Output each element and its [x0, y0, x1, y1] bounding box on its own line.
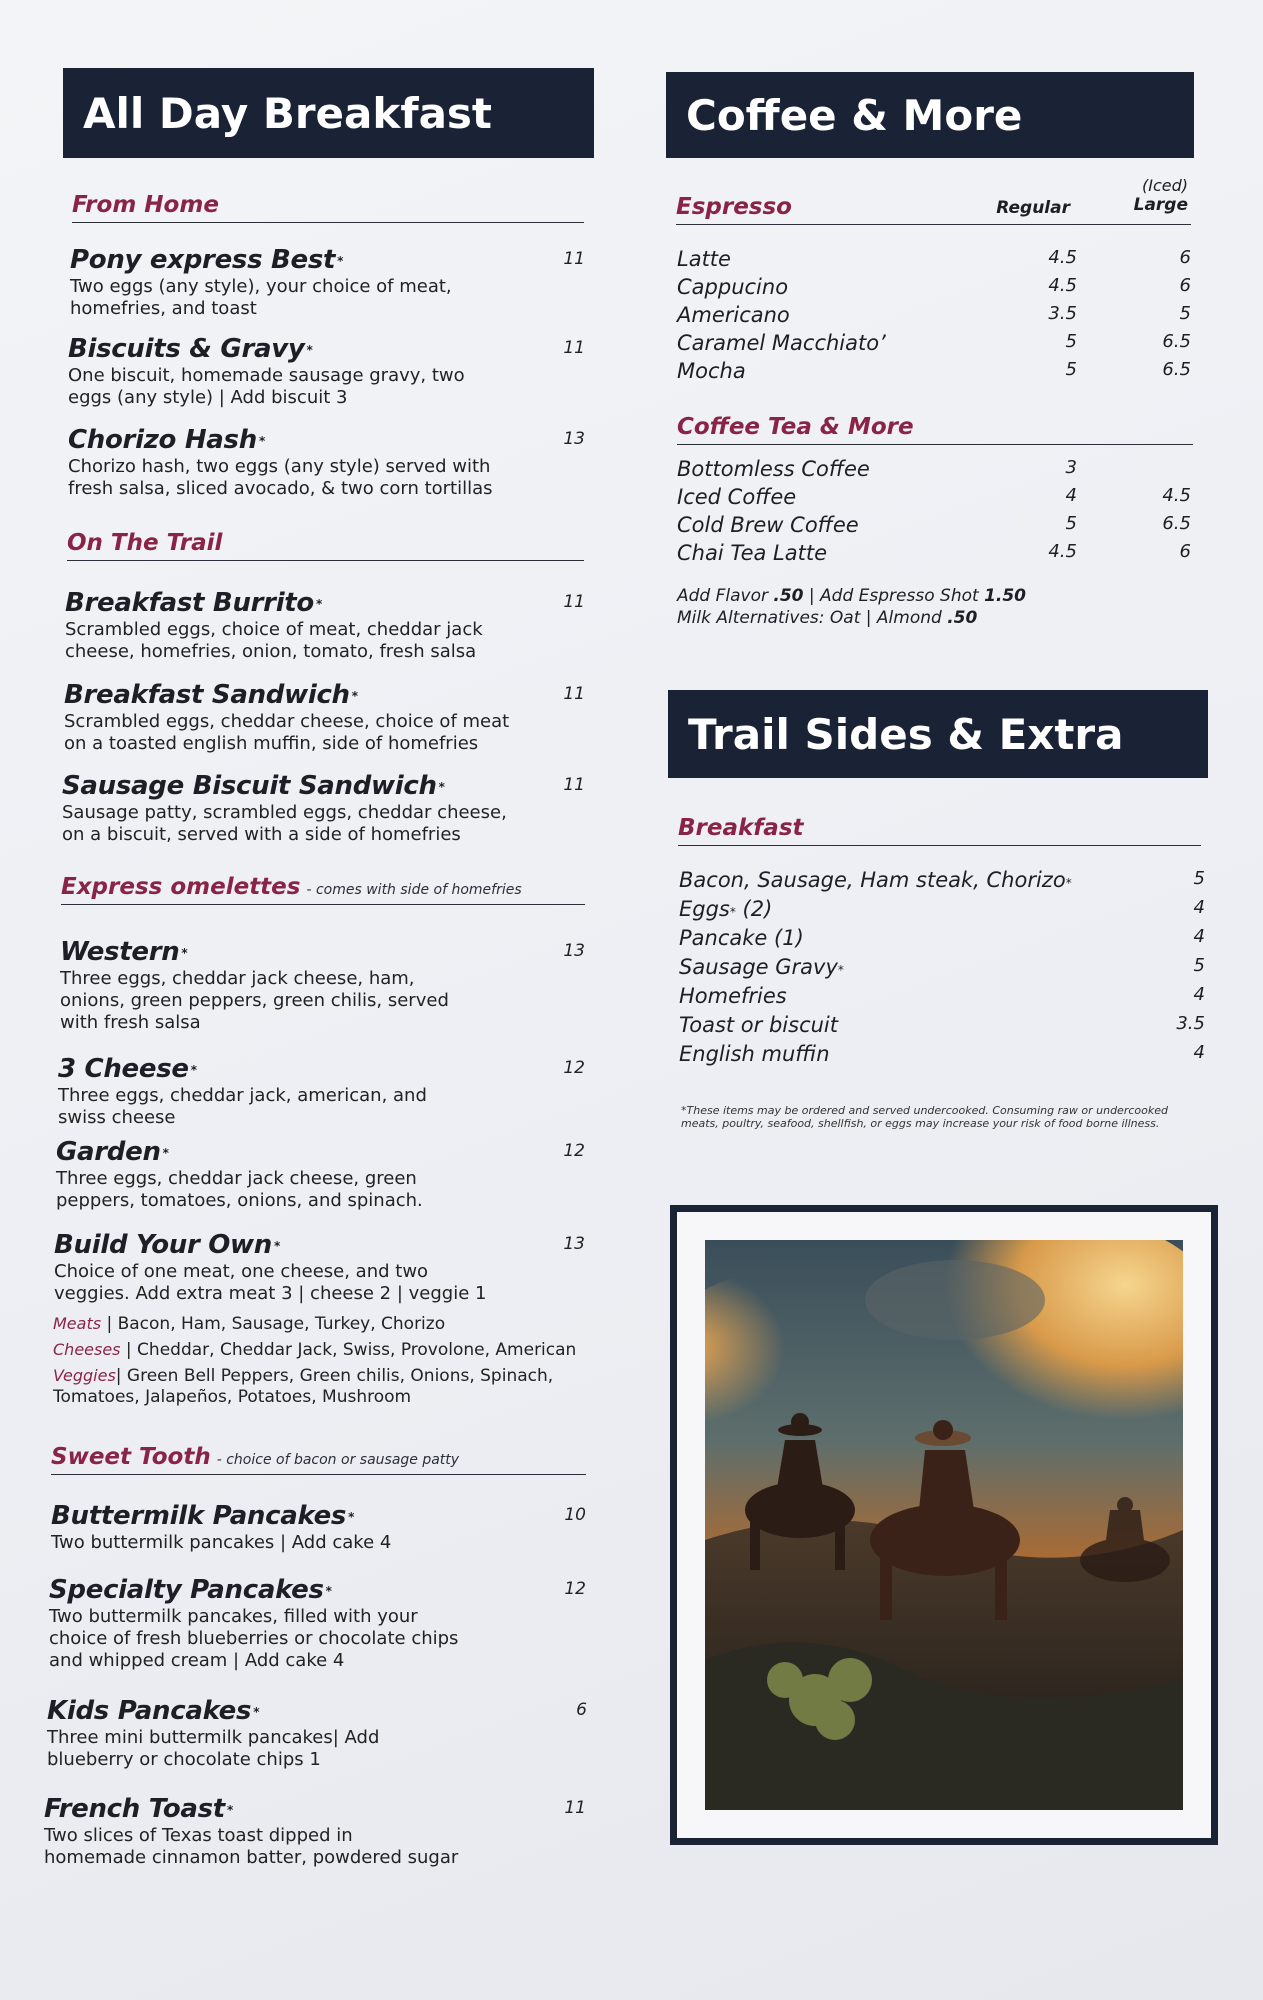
drink-name: Mocha — [677, 359, 746, 383]
undercooked-star: * — [253, 1704, 260, 1719]
drink-row — [677, 485, 1195, 513]
drink-price-regular: 3.5 — [1048, 303, 1077, 324]
menu-item-price: 13 — [563, 1234, 585, 1254]
menu-item — [47, 1696, 587, 1771]
menu-item — [51, 1501, 586, 1554]
drink-name: Americano — [677, 303, 790, 327]
description-line: Two slices of Texas toast dipped in — [44, 1825, 353, 1846]
drink-price-large: 6 — [1179, 247, 1191, 268]
menu-item-description — [68, 365, 585, 409]
description-line: on a toasted english muffin, side of homefries — [64, 733, 479, 754]
menu-item-price: 11 — [563, 592, 585, 612]
menu-item-description — [58, 1085, 585, 1129]
menu-item-name — [68, 334, 585, 364]
banner-trail-sides: Trail Sides & Extra — [668, 690, 1208, 778]
menu-item-description — [44, 1825, 586, 1869]
menu-item-name — [54, 1230, 585, 1260]
option-veggies: Veggies| Green Bell Peppers, Green chilis, Onions, Spinach, Tomatoes, Jalapeños, Potatoes, Mushroom — [53, 1366, 554, 1407]
menu-item-name-text: 3 Cheese — [58, 1054, 189, 1084]
drink-row — [677, 303, 1195, 331]
section-from-home: From Home — [72, 192, 584, 223]
drink-row — [677, 275, 1195, 303]
menu-item-name-text: Buttermilk Pancakes — [51, 1501, 347, 1531]
menu-item-name — [70, 245, 585, 275]
side-row — [679, 1013, 1205, 1041]
side-name: Sausage Gravy — [679, 955, 838, 979]
drink-name: Caramel Macchiato’ — [677, 331, 886, 355]
menu-item-name-text: Kids Pancakes — [47, 1696, 252, 1726]
side-row — [679, 955, 1205, 983]
menu-item-name-text: Chorizo Hash — [68, 425, 257, 455]
menu-item-description — [62, 802, 585, 846]
description-line: eggs (any style) | Add biscuit 3 — [68, 387, 348, 408]
drink-price-large: 6.5 — [1162, 359, 1191, 380]
menu-item — [64, 680, 585, 755]
option-meats: Meats | Bacon, Ham, Sausage, Turkey, Chorizo — [53, 1314, 446, 1334]
menu-item-price: 11 — [563, 775, 585, 795]
drink-row — [677, 359, 1195, 387]
menu-item-name — [56, 1137, 585, 1167]
drink-row — [677, 513, 1195, 541]
menu-item-description — [54, 1261, 585, 1305]
menu-item-description — [60, 968, 585, 1034]
drink-row — [677, 457, 1195, 485]
menu-item-price: 12 — [563, 1058, 585, 1078]
menu-item-name-text: Breakfast Burrito — [65, 588, 314, 618]
description-line: Two buttermilk pancakes | Add cake 4 — [51, 1532, 392, 1553]
undercooked-star: * — [306, 342, 313, 357]
drink-price-regular: 5 — [1065, 331, 1077, 352]
menu-item-name — [51, 1501, 586, 1531]
menu-item-description — [51, 1532, 586, 1554]
side-name: Bacon, Sausage, Ham steak, Chorizo — [679, 868, 1066, 892]
menu-item-name-text: Pony express Best — [70, 245, 336, 275]
undercooked-star: * — [438, 779, 445, 794]
menu-item — [60, 937, 585, 1034]
menu-item-name-text: Specialty Pancakes — [49, 1575, 324, 1605]
menu-item-price: 11 — [563, 249, 585, 269]
section-on-the-trail: On The Trail — [67, 530, 584, 561]
drink-name: Bottomless Coffee — [677, 457, 870, 481]
undercooked-star: * — [337, 253, 344, 268]
description-line: Three eggs, cheddar jack cheese, ham, — [60, 968, 415, 989]
drink-price-regular: 5 — [1065, 359, 1077, 380]
section-espresso: Espresso — [676, 194, 1191, 225]
menu-item-name — [58, 1054, 585, 1084]
side-price: 5 — [1193, 955, 1205, 976]
menu-item-description — [65, 619, 585, 663]
framed-painting — [670, 1205, 1218, 1845]
undercooked-star: * — [273, 1238, 280, 1253]
description-line: homefries, and toast — [70, 298, 257, 319]
menu-item-description — [47, 1727, 587, 1771]
description-line: swiss cheese — [58, 1107, 176, 1128]
description-line: veggies. Add extra meat 3 | cheese 2 | veggie 1 — [54, 1283, 487, 1304]
drink-row — [677, 541, 1195, 569]
menu-item — [44, 1794, 586, 1869]
drink-price-regular: 4.5 — [1048, 247, 1077, 268]
section-coffee-tea: Coffee Tea & More — [677, 414, 1193, 445]
undercooked-star: * — [258, 433, 265, 448]
side-price: 4 — [1193, 1042, 1205, 1063]
menu-item-name — [64, 680, 585, 710]
drink-price-large: 6 — [1179, 541, 1191, 562]
menu-item-description — [70, 276, 585, 320]
description-line: Sausage patty, scrambled eggs, cheddar cheese, — [62, 802, 507, 823]
option-cheeses: Cheeses | Cheddar, Cheddar Jack, Swiss, Provolone, American — [53, 1340, 577, 1360]
menu-item-name — [47, 1696, 587, 1726]
side-name: Homefries — [679, 984, 787, 1008]
side-price: 4 — [1193, 984, 1205, 1005]
description-line: fresh salsa, sliced avocado, & two corn tortillas — [68, 478, 493, 499]
menu-item-price: 12 — [563, 1141, 585, 1161]
menu-item — [68, 425, 585, 500]
side-name: Eggs — [679, 897, 730, 921]
banner-coffee-more: Coffee & More — [666, 72, 1194, 158]
description-line: cheese, homefries, onion, tomato, fresh salsa — [65, 641, 477, 662]
menu-item-price: 6 — [576, 1700, 587, 1720]
menu-item-description — [49, 1606, 586, 1672]
side-price: 4 — [1193, 926, 1205, 947]
menu-item-description — [56, 1168, 585, 1212]
drink-name: Cappucino — [677, 275, 789, 299]
menu-item — [56, 1137, 585, 1212]
menu-item-price: 13 — [563, 429, 585, 449]
menu-item-name-text: French Toast — [44, 1794, 225, 1824]
drink-price-large: 6.5 — [1162, 331, 1191, 352]
menu-item-price: 11 — [563, 338, 585, 358]
addons-line-1: Add Flavor .50 | Add Espresso Shot 1.50 — [677, 586, 1027, 606]
description-line: Two buttermilk pancakes, filled with your — [49, 1606, 418, 1627]
undercooked-star: * — [837, 963, 844, 977]
drink-name: Cold Brew Coffee — [677, 513, 859, 537]
drink-price-regular: 5 — [1065, 513, 1077, 534]
menu-item-price: 13 — [563, 941, 585, 961]
side-row — [679, 868, 1205, 896]
menu-item-price: 11 — [563, 684, 585, 704]
description-line: Scrambled eggs, cheddar cheese, choice of meat — [64, 711, 510, 732]
description-line: Scrambled eggs, choice of meat, cheddar jack — [65, 619, 483, 640]
cowboys-painting-icon — [705, 1240, 1183, 1810]
menu-item — [49, 1575, 586, 1672]
undercooked-star: * — [325, 1583, 332, 1598]
side-name: English muffin — [679, 1042, 830, 1066]
description-line: peppers, tomatoes, onions, and spinach. — [56, 1190, 423, 1211]
description-line: onions, green peppers, green chilis, served — [60, 990, 449, 1011]
menu-item-name — [60, 937, 585, 967]
description-line: on a biscuit, served with a side of homefries — [62, 824, 461, 845]
side-price: 4 — [1193, 897, 1205, 918]
side-suffix: (2) — [735, 897, 773, 921]
description-line: blueberry or chocolate chips 1 — [47, 1749, 321, 1770]
drink-price-large: 6 — [1179, 275, 1191, 296]
section-breakfast-sides: Breakfast — [678, 815, 1201, 846]
description-line: with fresh salsa — [60, 1012, 201, 1033]
menu-item-price: 12 — [564, 1579, 586, 1599]
section-sweet-tooth: Sweet Tooth - choice of bacon or sausage patty — [51, 1444, 586, 1475]
menu-item-description — [64, 711, 585, 755]
description-line: and whipped cream | Add cake 4 — [49, 1650, 345, 1671]
drink-price-regular: 4.5 — [1048, 541, 1077, 562]
menu-item-name-text: Western — [60, 937, 180, 967]
drink-row — [677, 331, 1195, 359]
description-line: Three eggs, cheddar jack, american, and — [58, 1085, 427, 1106]
menu-item-name — [65, 588, 585, 618]
drink-name: Chai Tea Latte — [677, 541, 828, 565]
description-line: Chorizo hash, two eggs (any style) served with — [68, 456, 491, 477]
menu-item-name-text: Garden — [56, 1137, 161, 1167]
addons-line-2: Milk Alternatives: Oat | Almond .50 — [677, 608, 978, 628]
undercooked-star: * — [1065, 876, 1072, 890]
menu-item-price: 10 — [564, 1505, 586, 1525]
menu-item — [68, 334, 585, 409]
menu-item-name-text: Biscuits & Gravy — [68, 334, 305, 364]
undercooked-star: * — [316, 596, 322, 611]
menu-item-name-text: Breakfast Sandwich — [64, 680, 350, 710]
side-name: Toast or biscuit — [679, 1013, 838, 1037]
drink-name: Latte — [677, 247, 731, 271]
menu-item-name — [44, 1794, 586, 1824]
undercooked-star: * — [162, 1145, 169, 1160]
side-row — [679, 984, 1205, 1012]
drink-price-large: 5 — [1179, 303, 1191, 324]
drink-price-regular: 4.5 — [1048, 275, 1077, 296]
side-row — [679, 1042, 1205, 1070]
undercooked-star: * — [190, 1062, 197, 1077]
menu-item — [58, 1054, 585, 1129]
undercooked-star: * — [729, 905, 736, 919]
side-price: 5 — [1193, 868, 1205, 889]
column-head-large: (Iced) Large — [1133, 176, 1188, 215]
menu-item-name — [62, 771, 585, 801]
drink-price-large: 6.5 — [1162, 513, 1191, 534]
drink-price-regular: 4 — [1065, 485, 1077, 506]
menu-item-name-text: Build Your Own — [54, 1230, 272, 1260]
drink-price-large: 4.5 — [1162, 485, 1191, 506]
menu-item-name — [49, 1575, 586, 1605]
menu-item-name-text: Sausage Biscuit Sandwich — [62, 771, 437, 801]
undercooked-star: * — [348, 1509, 355, 1524]
column-head-regular: Regular — [996, 198, 1070, 218]
description-line: One biscuit, homemade sausage gravy, two — [68, 365, 465, 386]
section-express-omelettes: Express omelettes - comes with side of homefries — [61, 874, 585, 905]
description-line: Two eggs (any style), your choice of meat, — [70, 276, 452, 297]
drink-price-regular: 3 — [1065, 457, 1077, 478]
description-line: Three mini buttermilk pancakes| Add — [47, 1727, 380, 1748]
drink-row — [677, 247, 1195, 275]
side-price: 3.5 — [1176, 1013, 1205, 1034]
undercooked-star: * — [351, 688, 358, 703]
menu-item-name — [68, 425, 585, 455]
description-line: Three eggs, cheddar jack cheese, green — [56, 1168, 417, 1189]
menu-item-description — [68, 456, 585, 500]
side-row — [679, 926, 1205, 954]
menu-item-price: 11 — [564, 1798, 586, 1818]
menu-item — [62, 771, 585, 846]
menu-item — [65, 588, 585, 663]
undercooked-star: * — [226, 1802, 233, 1817]
description-line: choice of fresh blueberries or chocolate chips — [49, 1628, 459, 1649]
menu-item — [70, 245, 585, 320]
menu-item — [54, 1230, 585, 1305]
side-name: Pancake (1) — [679, 926, 804, 950]
description-line: Choice of one meat, one cheese, and two — [54, 1261, 429, 1282]
banner-all-day-breakfast: All Day Breakfast — [63, 68, 594, 158]
undercooked-disclaimer: *These items may be ordered and served undercooked. Consuming raw or undercooked meats, poultry, seafood, shellfish, or eggs may increase your risk of food borne illness. — [681, 1104, 1168, 1130]
undercooked-star: * — [181, 945, 188, 960]
drink-name: Iced Coffee — [677, 485, 797, 509]
side-row — [679, 897, 1205, 925]
description-line: homemade cinnamon batter, powdered sugar — [44, 1847, 459, 1868]
